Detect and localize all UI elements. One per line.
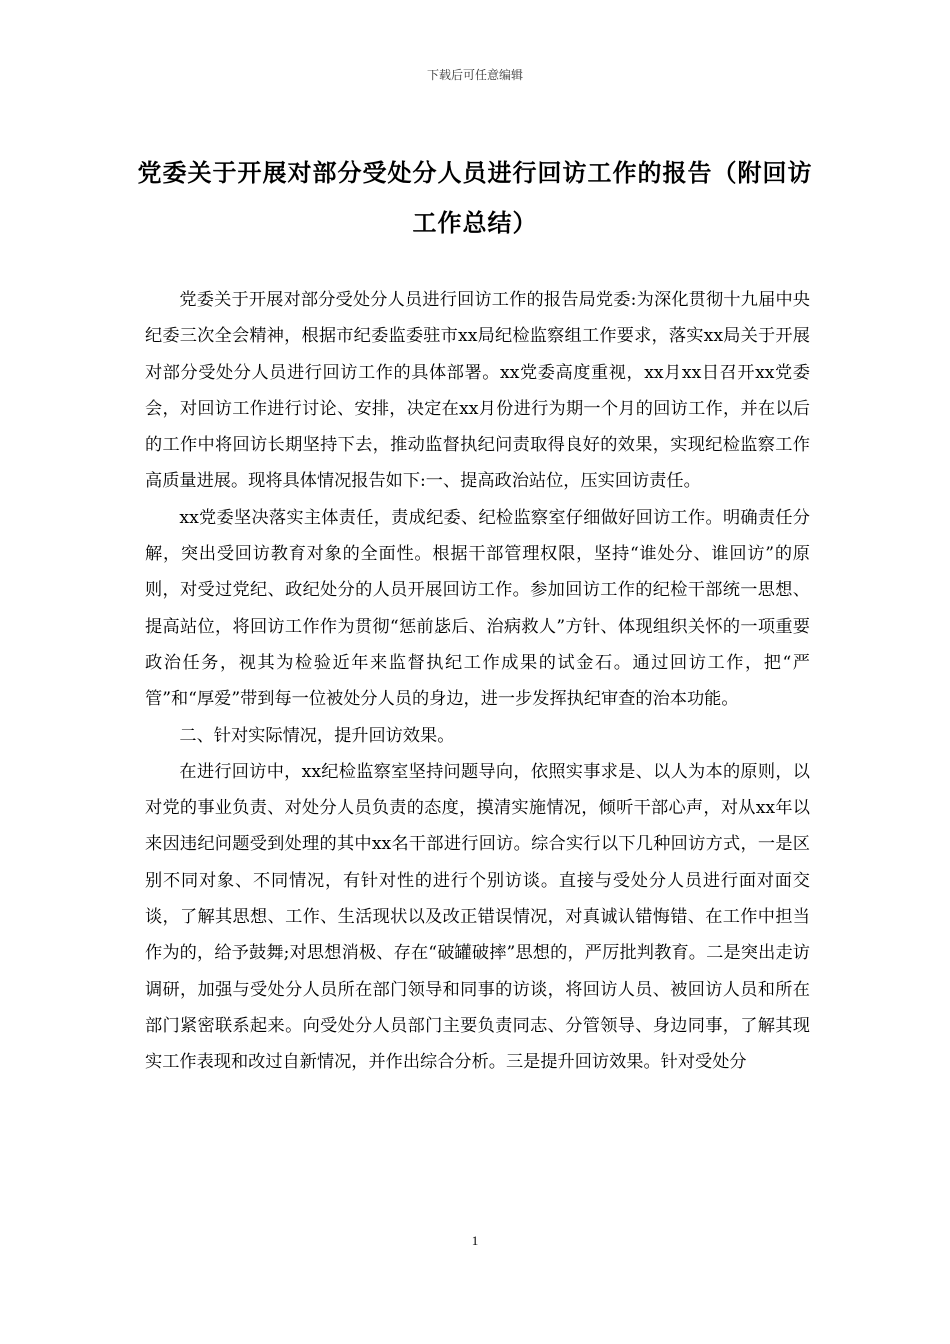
paragraph-1: 党委关于开展对部分受处分人员进行回访工作的报告局党委:为深化贯彻十九届中央纪委三次全会精神，根据市纪委监委驻市xx局纪检监察组工作要求，落实xx局关于开展对部分受处分人员进行回访工作的具体部署。xx党委高度重视，xx月xx日召开xx党委会，对回访工作进行讨论、安排，决定在xx月份进行为期一个月的回访工作，并在以后的工作中将回访长期坚持下去，推动监督执纪问责取得良好的效果，实现纪检监察工作高质量进展。现将具体情况报告如下:一、提高政治站位，压实回访责任。	[145, 290, 810, 492]
document-title: 党委关于开展对部分受处分人员进行回访工作的报告（附回访工作总结）	[137, 159, 813, 237]
page-header-note: 下载后可任意编辑	[426, 68, 523, 82]
paragraph-4: 在进行回访中，xx纪检监察室坚持问题导向，依照实事求是、以人为本的原则，以对党的事业负责、对处分人员负责的态度，摸清实施情况，倾听干部心声，对从xx年以来因违纪问题受到处理的其中xx名干部进行回访。综合实行以下几种回访方式，一是区别不同对象、不同情况，有针对性的进行个别访谈。直接与受处分人员进行面对面交谈，了解其思想、工作、生活现状以及改正错误情况，对真诚认错悔错、在工作中担当作为的，给予鼓舞;对思想消极、存在“破罐破摔”思想的，严厉批判教育。二是突出走访调研，加强与受处分人员所在部门领导和同事的访谈，将回访人员、被回访人员和所在部门紧密联系起来。向受处分人员部门主要负责同志、分管领导、身边同事，了解其现实工作表现和改过自新情况，并作出综合分析。三是提升回访效果。针对受处分	[145, 761, 810, 1073]
document-body	[145, 282, 810, 1081]
paragraph-3-section-heading: 二、针对实际情况，提升回访效果。	[179, 725, 455, 746]
page-number: 1	[471, 1233, 479, 1248]
paragraph-2: xx党委坚决落实主体责任，责成纪委、纪检监察室仔细做好回访工作。明确责任分解，突出受回访教育对象的全面性。根据干部管理权限，坚持“谁处分、谁回访”的原则，对受过党纪、政纪处分的人员开展回访工作。参加回访工作的纪检干部统一思想、提高站位，将回访工作作为贯彻“惩前毖后、治病救人”方针、体现组织关怀的一项重要政治任务，视其为检验近年来监督执纪工作成果的试金石。通过回访工作，把“严管”和“厚爱”带到每一位被处分人员的身边，进一步发挥执纪审查的治本功能。	[145, 507, 810, 710]
